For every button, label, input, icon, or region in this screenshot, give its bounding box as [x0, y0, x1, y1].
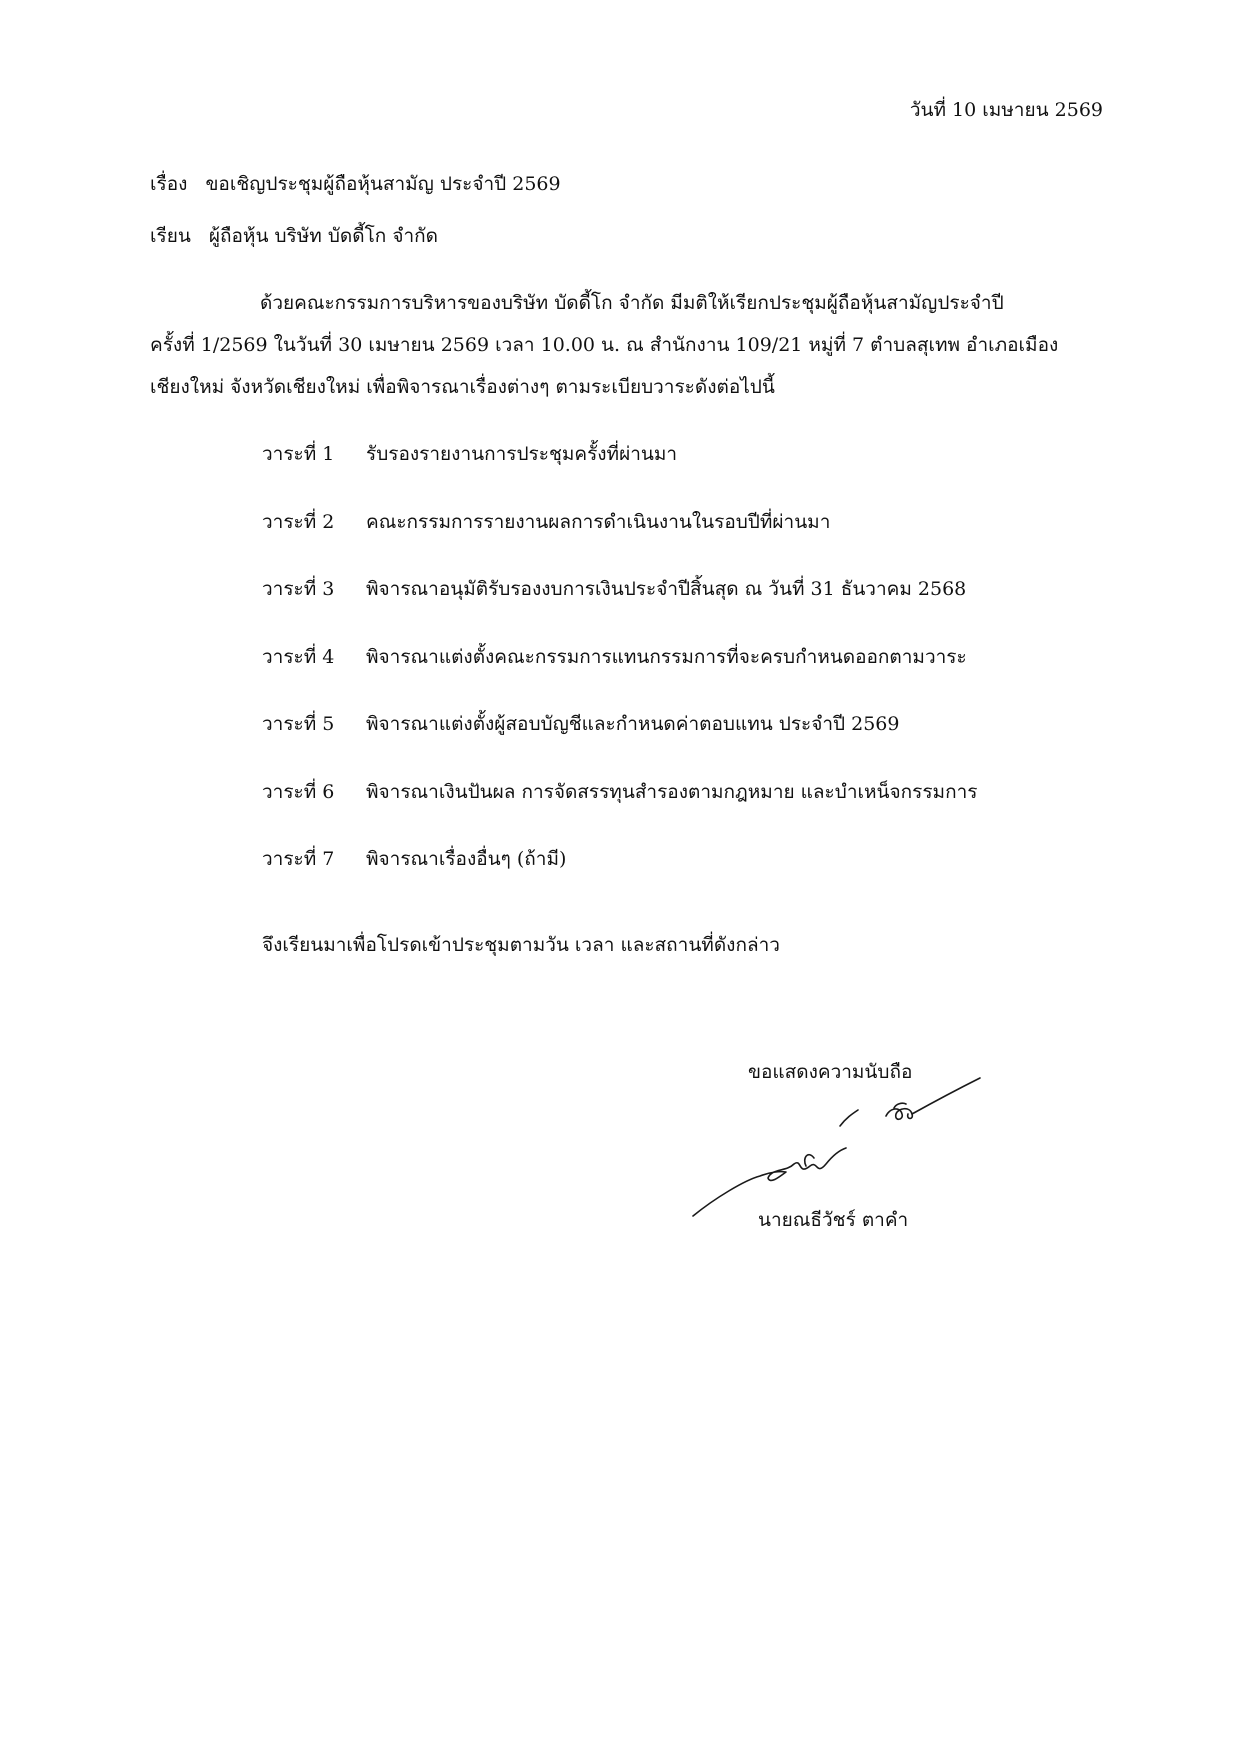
agenda-text: รับรองรายงานการประชุมครั้งที่ผ่านมา: [366, 443, 678, 465]
agenda-number: วาระที่ 7: [262, 848, 335, 870]
subject-text: ขอเชิญประชุมผู้ถือหุ้นสามัญ ประจำปี 2569: [205, 173, 561, 195]
agenda-list: [262, 442, 977, 915]
signer-name: นายณธีวัชร์ ตาคำ: [758, 1209, 909, 1231]
body-line: ครั้งที่ 1/2569 ในวันที่ 30 เมษายน 2569 เวลา 10.00 น. ณ สำนักงาน 109/21 หมู่ที่ 7 ตำบลสุเทพ อำเภอเมือง: [150, 334, 1059, 356]
agenda-number: วาระที่ 4: [262, 645, 335, 668]
recipient-label: เรียน: [150, 225, 191, 247]
agenda-item: [262, 645, 977, 713]
agenda-item: [262, 442, 977, 510]
agenda-text: พิจารณาเงินปันผล การจัดสรรทุนสำรองตามกฎหมาย และบำเหน็จกรรมการ: [366, 780, 978, 803]
signature-stroke: [693, 1148, 846, 1216]
agenda-text: คณะกรรมการรายงานผลการดำเนินงานในรอบปีที่ผ่านมา: [366, 510, 831, 533]
subject-label: เรื่อง: [150, 173, 188, 195]
letter-date: วันที่ 10 เมษายน 2569: [909, 99, 1103, 121]
signature-stroke: [894, 1103, 906, 1108]
regards-text: ขอแสดงความนับถือ: [748, 1061, 913, 1083]
subject-row: [150, 172, 561, 197]
agenda-text: พิจารณาเรื่องอื่นๆ (ถ้ามี): [366, 848, 567, 870]
agenda-number: วาระที่ 2: [262, 510, 335, 533]
signature-stroke: [912, 1078, 980, 1114]
signature-stroke: [840, 1110, 858, 1126]
agenda-item: [262, 510, 977, 578]
agenda-text: พิจารณาแต่งตั้งคณะกรรมการแทนกรรมการที่จะครบกำหนดออกตามวาระ: [366, 645, 967, 668]
agenda-text: พิจารณาแต่งตั้งผู้สอบบัญชีและกำหนดค่าตอบแทน ประจำปี 2569: [366, 713, 900, 735]
handwritten-signature: [690, 1068, 990, 1228]
agenda-number: วาระที่ 6: [262, 780, 335, 803]
recipient-text: ผู้ถือหุ้น บริษัท บัดดี้โก จำกัด: [208, 225, 438, 247]
recipient-row: [150, 224, 438, 249]
closing-sentence: จึงเรียนมาเพื่อโปรดเข้าประชุมตามวัน เวลา และสถานที่ดังกล่าว: [262, 934, 780, 956]
agenda-item: [262, 780, 977, 848]
body-paragraph: [150, 291, 1110, 417]
agenda-number: วาระที่ 5: [262, 713, 335, 735]
agenda-number: วาระที่ 3: [262, 578, 335, 600]
body-line: ด้วยคณะกรรมการบริหารของบริษัท บัดดี้โก จำกัด มีมติให้เรียกประชุมผู้ถือหุ้นสามัญประจำปี: [260, 292, 1004, 314]
signature-stroke: [886, 1109, 912, 1120]
agenda-number: วาระที่ 1: [262, 443, 335, 465]
body-line: เชียงใหม่ จังหวัดเชียงใหม่ เพื่อพิจารณาเรื่องต่างๆ ตามระเบียบวาระดังต่อไปนี้: [150, 376, 775, 398]
agenda-item: [262, 847, 977, 915]
agenda-text: พิจารณาอนุมัติรับรองงบการเงินประจำปีสิ้นสุด ณ วันที่ 31 ธันวาคม 2568: [366, 578, 967, 600]
agenda-item: [262, 577, 977, 645]
agenda-item: [262, 712, 977, 780]
